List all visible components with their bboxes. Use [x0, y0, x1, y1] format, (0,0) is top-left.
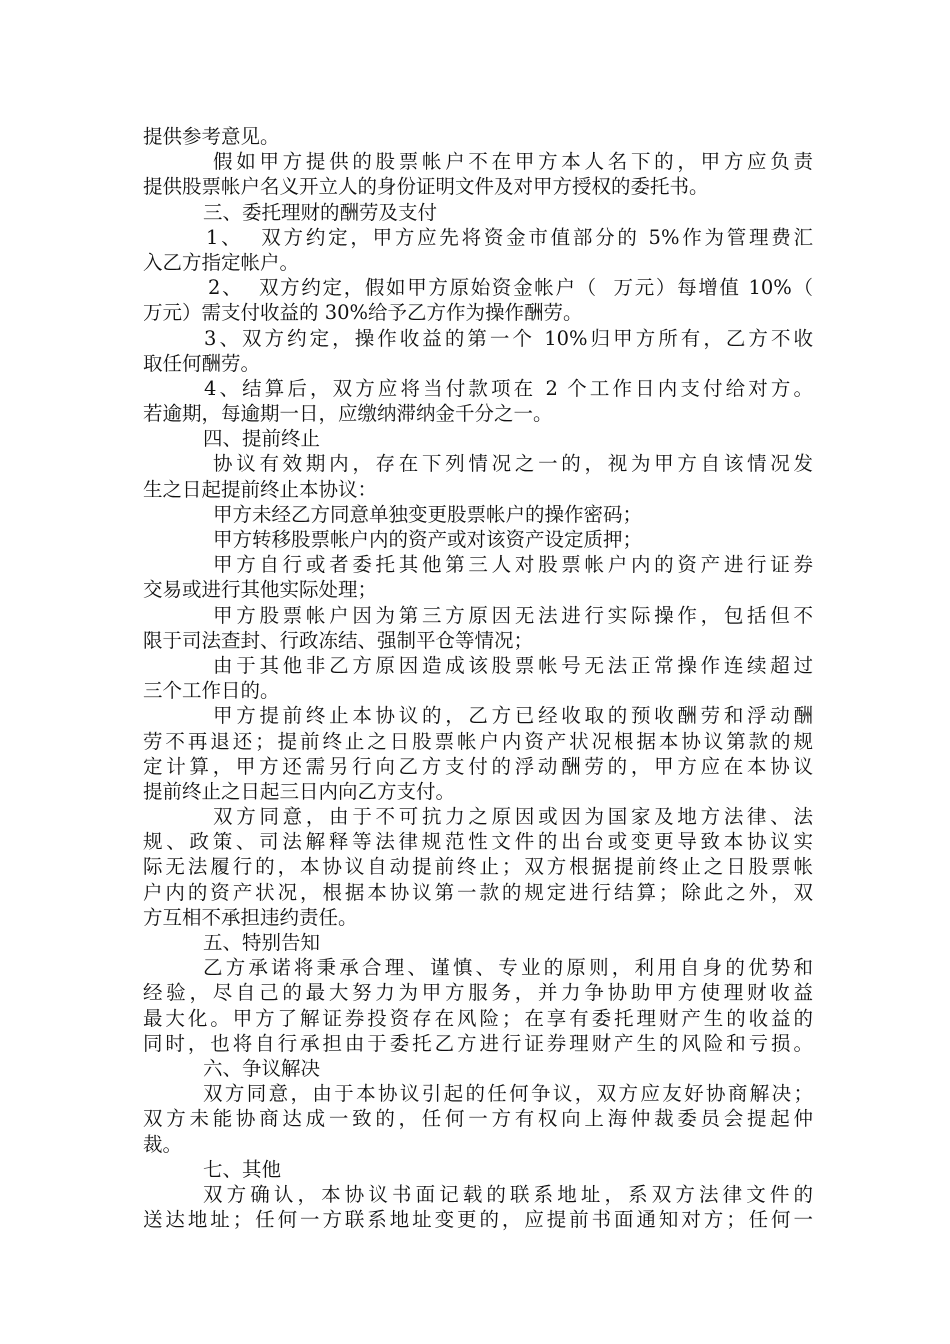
text-line: 假如甲方提供的股票帐户不在甲方本人名下的，甲方应负责: [213, 150, 813, 174]
text-line: 交易或进行其他实际处理；: [143, 578, 378, 602]
text-line: 双方未能协商达成一致的，任何一方有权向上海仲裁委员会提起仲: [143, 1107, 813, 1131]
text-line: 双方确认，本协议书面记载的联系地址，系双方法律文件的: [203, 1182, 813, 1206]
text-line: 定计算，甲方还需另行向乙方支付的浮动酬劳的，甲方应在本协议: [143, 754, 813, 778]
text-line: 入乙方指定帐户。: [143, 250, 300, 274]
text-line: 提供股票帐户名义开立人的身份证明文件及对甲方授权的委托书。: [143, 175, 709, 199]
text-line: 取任何酬劳。: [143, 351, 261, 375]
text-line: 最大化。甲方了解证券投资存在风险；在享有委托理财产生的收益的: [143, 1006, 813, 1030]
text-line: 协议有效期内，存在下列情况之一的，视为甲方自该情况发: [213, 452, 813, 476]
text-line: 万元）需支付收益的 30%给予乙方作为操作酬劳。: [143, 301, 583, 325]
text-line: 乙方承诺将秉承合理、谨慎、专业的原则，利用自身的优势和: [203, 956, 813, 980]
text-line: 甲方未经乙方同意单独变更股票帐户的操作密码；: [213, 502, 643, 526]
section-heading: 四、提前终止: [203, 427, 321, 451]
text-line: 2、 双方约定，假如甲方原始资金帐户（ 万元）每增值 10%（: [208, 276, 813, 300]
text-line: 双方同意，由于本协议引起的任何争议，双方应友好协商解决；: [203, 1082, 813, 1106]
text-line: 生之日起提前终止本协议：: [143, 477, 378, 501]
text-line: 甲方股票帐户因为第三方原因无法进行实际操作，包括但不: [213, 603, 813, 627]
text-line: 甲方转移股票帐户内的资产或对该资产设定质押；: [213, 528, 643, 551]
text-line: 户内的资产状况，根据本协议第一款的规定进行结算；除此之外，双: [143, 880, 813, 904]
text-line: 三个工作日的。: [143, 679, 280, 703]
text-line: 提前终止之日起三日内向乙方支付。: [143, 779, 456, 803]
text-line: 裁。: [143, 1132, 183, 1156]
text-line: 双方同意，由于不可抗力之原因或因为国家及地方法律、法: [213, 805, 813, 829]
section-heading: 三、委托理财的酬劳及支付: [203, 200, 438, 224]
text-line: 方互相不承担违约责任。: [143, 905, 358, 929]
text-line: 劳不再退还；提前终止之日股票帐户内资产状况根据本协议第款的规: [143, 729, 813, 753]
text-line: 际无法履行的，本协议自动提前终止；双方根据提前终止之日股票帐: [143, 855, 813, 879]
text-line: 经验，尽自己的最大努力为甲方服务，并力争协助甲方使理财收益: [143, 981, 813, 1005]
text-line: 甲方自行或者委托其他第三人对股票帐户内的资产进行证券: [213, 553, 813, 577]
text-line: 提供参考意见。: [143, 125, 280, 148]
section-heading: 七、其他: [203, 1157, 282, 1181]
section-heading: 五、特别告知: [203, 931, 321, 954]
text-line: 同时，也将自行承担由于委托乙方进行证券理财产生的风险和亏损。: [143, 1031, 813, 1055]
text-line: 送达地址；任何一方联系地址变更的，应提前书面通知对方；任何一: [143, 1208, 813, 1232]
text-line: 甲方提前终止本协议的，乙方已经收取的预收酬劳和浮动酬: [213, 704, 813, 728]
agreement-text: [143, 124, 813, 1232]
text-line: 由于其他非乙方原因造成该股票帐号无法正常操作连续超过: [213, 653, 813, 677]
text-line: 1、 双方约定，甲方应先将资金市值部分的 5%作为管理费汇: [206, 225, 813, 249]
text-line: 3、双方约定，操作收益的第一个 10%归甲方所有，乙方不收: [204, 326, 813, 350]
text-line: 4、结算后，双方应将当付款项在 2 个工作日内支付给对方。: [204, 376, 813, 400]
text-line: 规、政策、司法解释等法律规范性文件的出台或变更导致本协议实: [143, 830, 813, 854]
text-line: 若逾期，每逾期一日，应缴纳滞纳金千分之一。: [143, 402, 553, 426]
section-heading: 六、争议解决: [203, 1056, 321, 1080]
text-line: 限于司法查封、行政冻结、强制平仓等情况；: [143, 628, 534, 652]
